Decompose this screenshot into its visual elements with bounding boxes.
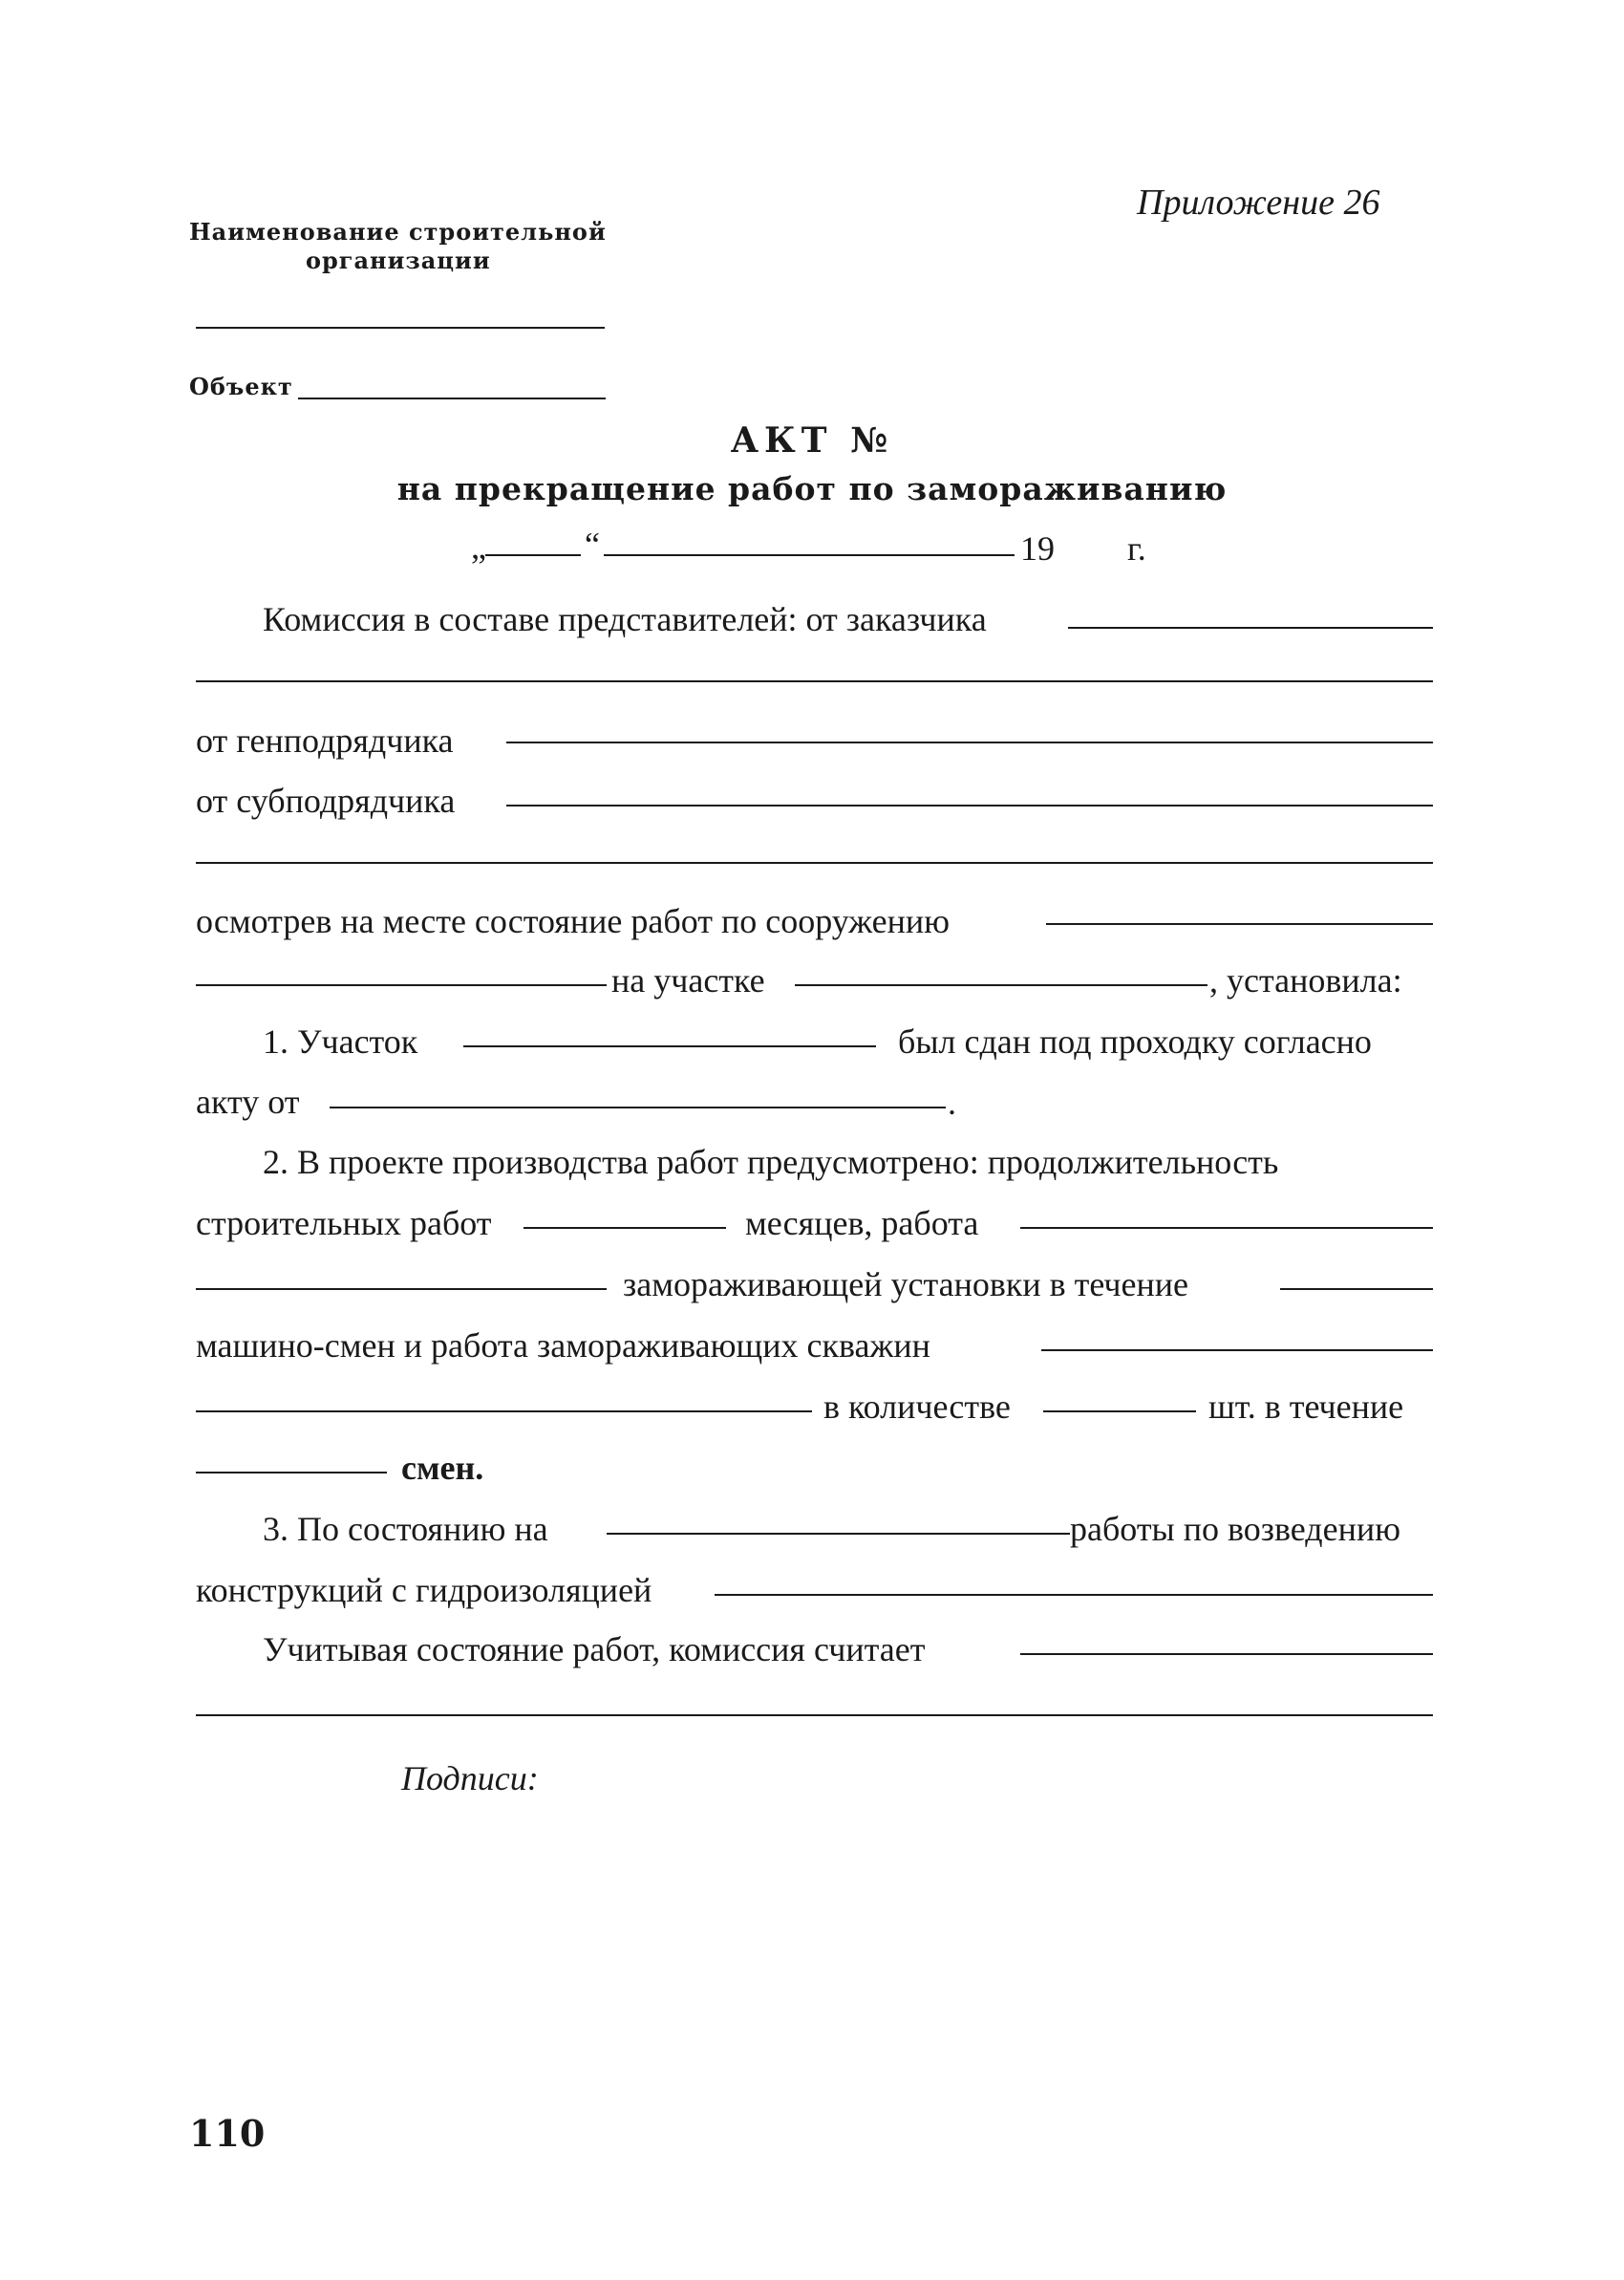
item2-work-field[interactable] <box>1020 1227 1433 1229</box>
item2-quantity-field[interactable] <box>1043 1410 1196 1412</box>
item3-date-field[interactable] <box>607 1533 1070 1535</box>
object-field[interactable] <box>298 398 606 399</box>
established-label: , установила: <box>1209 961 1402 1000</box>
item2-wells-field[interactable] <box>1041 1349 1433 1351</box>
item1-act-from: акту от <box>196 1083 300 1121</box>
item2-work-field-line2[interactable] <box>196 1288 607 1290</box>
item2-pcs: шт. в течение <box>1208 1387 1404 1426</box>
org-name-field[interactable] <box>196 327 605 329</box>
considering-field-line2[interactable] <box>196 1714 1433 1716</box>
item1-act-date-field[interactable] <box>330 1107 946 1108</box>
act-title: АКТ № <box>730 420 894 461</box>
date-day-field[interactable] <box>485 554 581 556</box>
considering-label: Учитывая состояние работ, комиссия считает <box>263 1630 926 1668</box>
structure-field-line2[interactable] <box>196 984 607 986</box>
item1-start: 1. Участок <box>263 1022 418 1061</box>
item3-structures-field[interactable] <box>715 1594 1433 1596</box>
date-year-prefix: 19 <box>1020 529 1055 568</box>
site-field[interactable] <box>795 984 1207 986</box>
structure-field[interactable] <box>1046 923 1433 925</box>
date-close-quote: “ <box>585 526 600 564</box>
object-label: Объект <box>189 373 293 400</box>
customer-field[interactable] <box>1068 627 1433 629</box>
gencontractor-label: от генподрядчика <box>196 721 454 760</box>
act-subtitle: на прекращение работ по замораживанию <box>396 470 1228 507</box>
signatures-label: Подписи: <box>401 1759 539 1797</box>
item2-freezing-unit: замораживающей установки в течение <box>623 1265 1189 1303</box>
page-number: 110 <box>189 2112 266 2155</box>
inspection-label: осмотрев на месте состояние работ по сооружению <box>196 902 951 940</box>
item1-section-field[interactable] <box>463 1045 876 1047</box>
item1-middle: был сдан под проходку согласно <box>898 1022 1372 1061</box>
item2-wells-field-line2[interactable] <box>196 1410 812 1412</box>
org-name-label-line2: организации <box>306 247 491 274</box>
item2-shifts-field[interactable] <box>196 1472 387 1473</box>
date-year-suffix: г. <box>1127 529 1146 568</box>
subcontractor-label: от субподрядчика <box>196 782 456 820</box>
date-open-quote: „ <box>471 527 486 566</box>
date-month-field[interactable] <box>604 554 1015 556</box>
gencontractor-field[interactable] <box>506 742 1433 743</box>
item2-construction: строительных работ <box>196 1204 492 1242</box>
item3-structures: конструкций с гидроизоляцией <box>196 1571 652 1609</box>
subcontractor-field[interactable] <box>506 805 1433 807</box>
customer-field-line2[interactable] <box>196 680 1433 682</box>
item3-works: работы по возведению <box>1070 1510 1400 1548</box>
site-label: на участке <box>611 961 765 1000</box>
item2-start: 2. В проекте производства работ предусмотрено: продолжительность <box>263 1143 1279 1181</box>
org-name-label: Наименование строительной <box>189 218 607 246</box>
considering-field[interactable] <box>1020 1653 1433 1655</box>
item3-start: 3. По состоянию на <box>263 1510 548 1548</box>
commission-label: Комиссия в составе представителей: от заказчика <box>263 600 987 638</box>
item1-end: . <box>948 1084 956 1122</box>
item2-shift-count-field[interactable] <box>1280 1288 1433 1290</box>
appendix-label: Приложение 26 <box>1137 183 1380 223</box>
item2-machine-shifts: машино-смен и работа замораживающих скважин <box>196 1326 930 1365</box>
item2-months: месяцев, работа <box>745 1204 979 1242</box>
subcontractor-field-line2[interactable] <box>196 862 1433 864</box>
item2-quantity: в количестве <box>823 1387 1011 1426</box>
item2-duration-field[interactable] <box>524 1227 726 1229</box>
item2-shifts: смен. <box>401 1449 484 1487</box>
